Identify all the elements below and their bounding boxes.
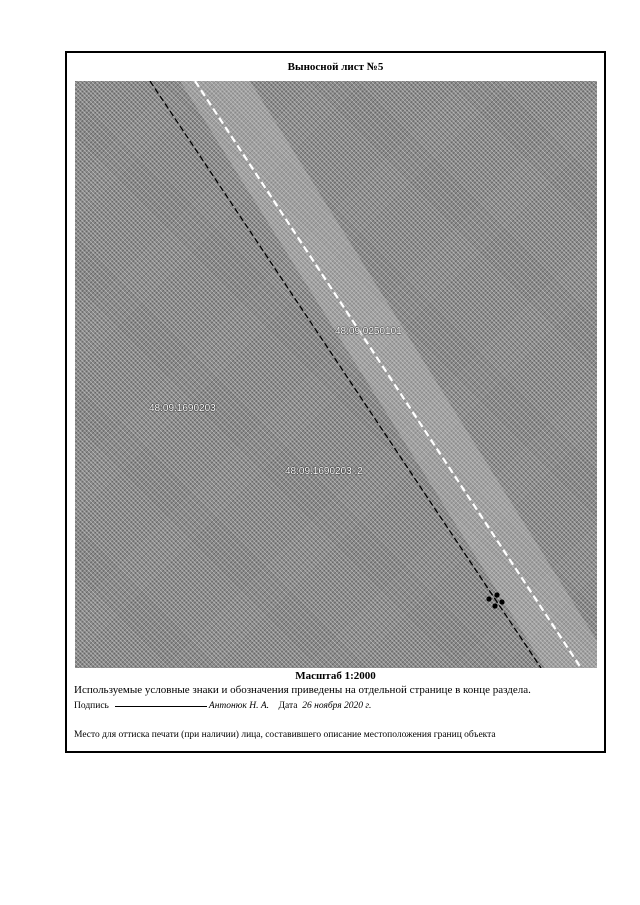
signer-name: Антонюк Н. А.	[208, 701, 270, 711]
parcel-label-1: 48:09:0250101	[335, 326, 402, 337]
boundary-lines	[75, 81, 597, 668]
signature-line	[115, 706, 207, 707]
scale-label: Масштаб 1:2000	[295, 670, 376, 682]
parcel-label-2: 48:09:1690203	[149, 403, 216, 414]
legend-note: Используемые условные знаки и обозначения приведены на отдельной странице в конце раздела.	[74, 684, 531, 696]
signature-row	[74, 701, 371, 711]
parcel-label-3: 48:09:1690203 :2	[285, 466, 363, 477]
sheet-title: Выносной лист №5	[287, 61, 384, 73]
map-image	[75, 81, 597, 668]
date-label: Дата	[278, 701, 298, 711]
exhibit-sheet	[65, 51, 606, 753]
road-band	[180, 81, 597, 668]
date-value: 26 ноября 2020 г.	[302, 701, 372, 711]
stamp-note: Место для оттиска печати (при наличии) лица, составившего описание местоположения границ объекта	[74, 730, 496, 740]
signature-label: Подпись	[74, 701, 109, 711]
boundary-line-black	[150, 81, 541, 668]
